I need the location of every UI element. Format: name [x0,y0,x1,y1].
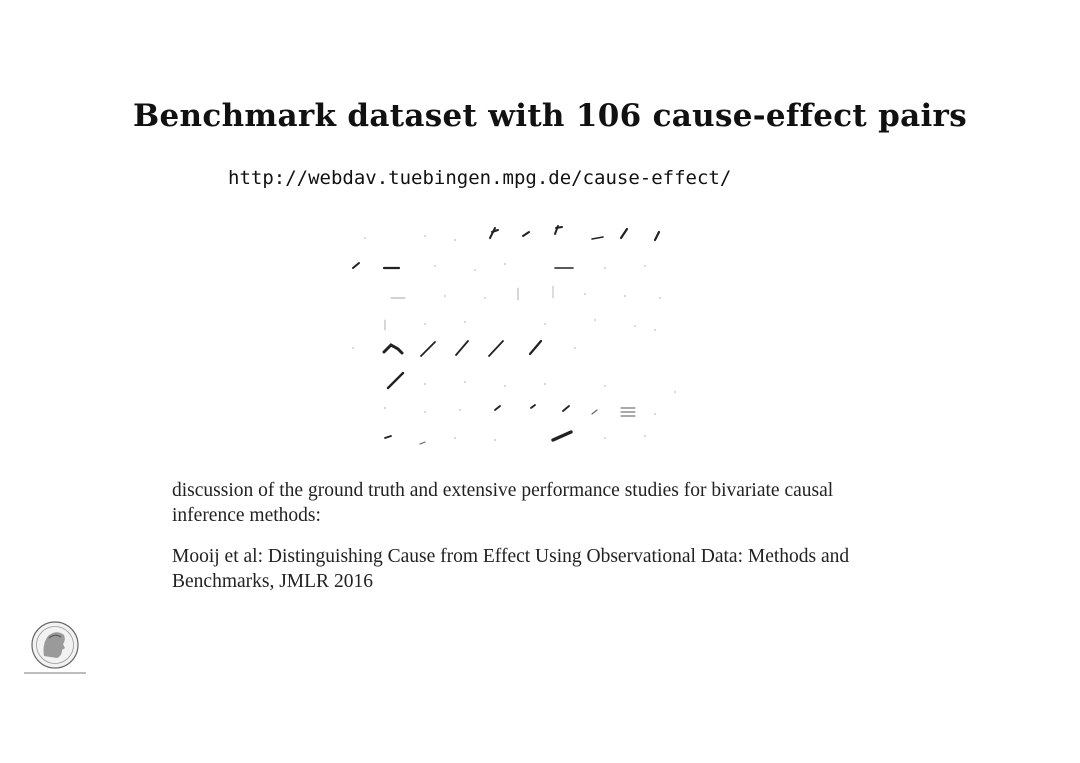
thumb-r1c7 [555,226,562,234]
discussion-paragraph: discussion of the ground truth and extensive performance studies for bivariate causal inference methods: [172,480,834,526]
thumb-r5c6 [530,341,541,354]
max-planck-society-seal-icon [22,618,92,680]
thumb-r1c8 [592,237,603,239]
thumb-r8c3 [420,442,425,444]
thumb-r7c6 [531,405,535,408]
reference-paragraph: Mooij et al: Distinguishing Cause from Effect Using Observational Data: Methods and Benchmarks, JMLR 2016 [172,546,850,592]
thumb-r6c2 [388,373,403,388]
scatter-thumbnails-svg [345,218,685,454]
thumb-r8c2 [385,436,391,438]
thumb-r7c8 [592,410,597,414]
thumb-r7c5 [495,406,500,410]
thumb-r1c10 [655,232,659,240]
thumb-r1c6 [523,232,529,236]
slide-title: Benchmark dataset with 106 cause-effect pairs [133,98,967,134]
thumb-r5c4 [456,341,468,355]
thumb-r1c9 [621,229,627,238]
thumb-r2c1 [353,263,359,268]
dataset-url[interactable]: http://webdav.tuebingen.mpg.de/cause-effect/ [228,167,732,189]
scatter-plot-thumbnails-grid [345,218,685,454]
thumb-r5c2 [384,345,402,353]
thumb-r1c5 [490,228,498,238]
thumb-r5c5 [489,341,503,356]
thumb-r7c9 [621,408,635,416]
thumb-r5c3 [421,342,435,356]
thumb-r8c7 [553,432,571,440]
thumb-r7c7 [563,406,569,411]
